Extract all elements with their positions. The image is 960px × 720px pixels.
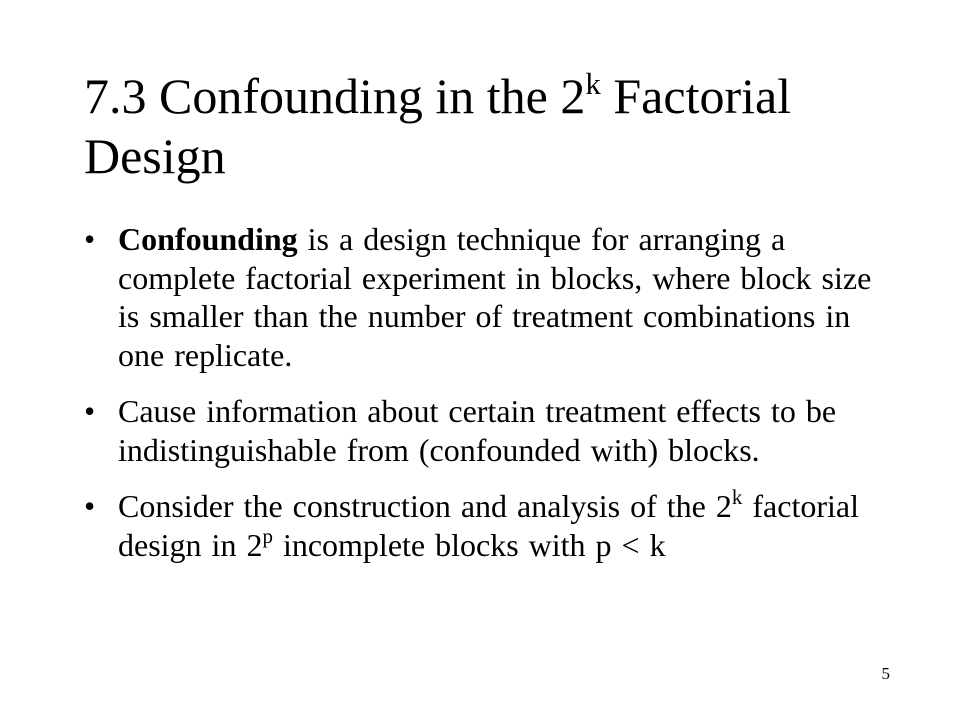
bullet-marker: • — [84, 488, 96, 524]
bullet-text: is a design technique for arranging a complete factorial experiment in blocks, where block size is smaller than the number of treatment combinations in one replicate. — [118, 221, 872, 373]
title-text-rest: Factorial Design — [84, 68, 792, 184]
bullet-text-part2: factorial design in 2 — [118, 488, 859, 563]
bullet-text-part1: Consider the construction and analysis of the 2 — [118, 488, 732, 524]
bullet-text: Cause information about certain treatment effects to be indistinguishable from (confounded with) blocks. — [118, 393, 837, 468]
page-number: 5 — [881, 664, 890, 683]
slide-title — [84, 66, 884, 186]
bold-term-confounding: Confounding — [118, 221, 298, 257]
bullet-item-cause-information — [84, 392, 884, 469]
superscript-k: k — [731, 485, 743, 509]
title-text-main: 7.3 Confounding in the 2 — [84, 68, 586, 124]
title-superscript: k — [585, 66, 601, 101]
bullet-text-part3: incomplete blocks with p < k — [272, 526, 666, 563]
bullet-marker: • — [84, 393, 96, 429]
bullet-item-confounding-definition — [84, 220, 884, 374]
bullet-item-construction-analysis — [84, 487, 884, 564]
bullet-list — [84, 220, 884, 564]
superscript-p: p — [262, 523, 273, 548]
bullet-marker: • — [84, 221, 96, 257]
